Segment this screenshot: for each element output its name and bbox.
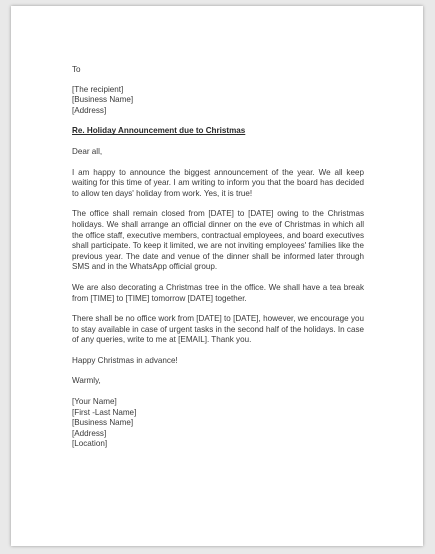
recipient-block [72,85,364,117]
sender-full-name: [First -Last Name] [72,407,137,417]
body-paragraph-1: I am happy to announce the biggest announcement of the year. We all keep waiting for this time of year. I am writing to inform you that the board has decided to allow ten days' holiday from work. Yes, it is true! [72,167,364,198]
sign-off: Warmly, [72,376,101,386]
salutation: Dear all, [72,146,103,156]
body-paragraph-4: There shall be no office work from [DATE] to [DATE], however, we encourage you to stay available in case of urgent tasks in the second half of the holidays. In case of any queries, write to me at [EMAIL]. Thank you. [72,314,364,345]
recipient-business: [Business Name] [72,95,134,105]
closing-wish: Happy Christmas in advance! [72,355,178,365]
letter-page [11,6,423,546]
sender-location: [Location] [72,439,108,449]
body-paragraph-3: We are also decorating a Christmas tree in the office. We shall have a tea break from [TIME] to [TIME] tomorrow [DATE] together. [72,282,364,303]
sender-business: [Business Name] [72,418,134,428]
sender-name: [Your Name] [72,397,117,407]
to-label: To [72,65,81,74]
body-paragraph-2: The office shall remain closed from [DATE] to [DATE] owing to the Christmas holidays. We shall arrange an official dinner on the eve of Christmas in which all the office staff, executive members, contractual employees, and board executives shall participate. To keep it limited, we are not inviting employees' families like the previous year. The date and venue of the dinner shall be informed later through SMS and in the WhatsApp official group. [72,209,364,272]
recipient-address: [Address] [72,105,107,115]
recipient-name: [The recipient] [72,84,124,94]
sender-block [72,397,364,450]
subject-line: Re. Holiday Announcement due to Christmas [72,126,246,136]
sender-address: [Address] [72,428,107,438]
